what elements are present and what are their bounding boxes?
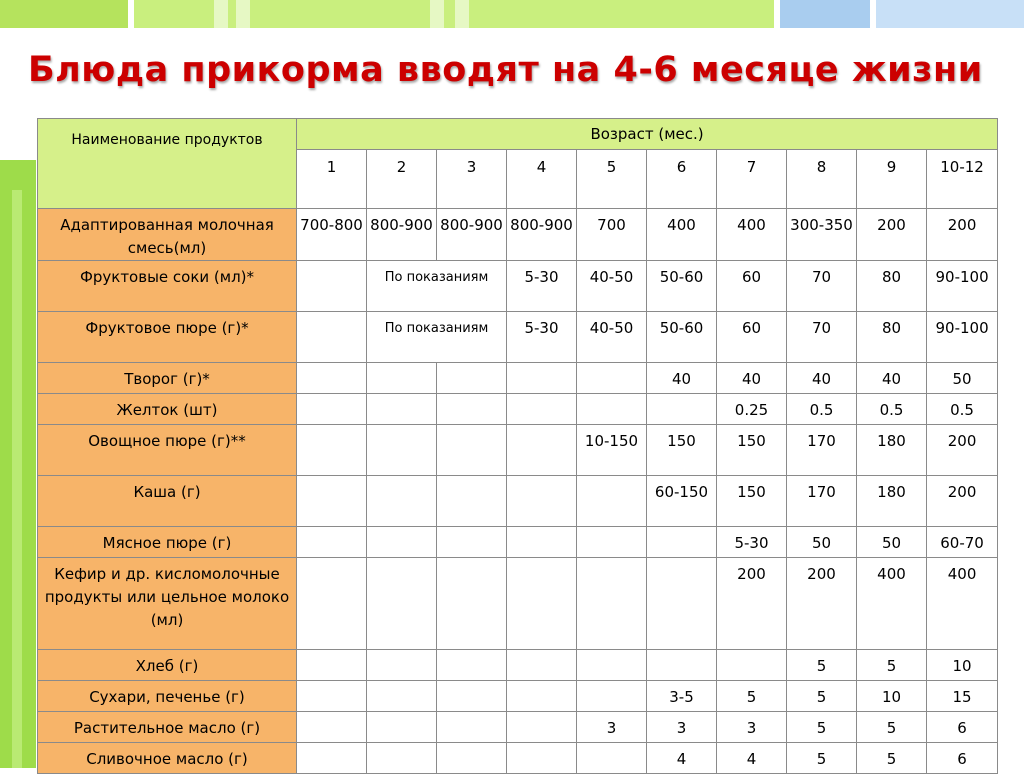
table-cell: 5 [787, 743, 857, 774]
table-cell: 50 [787, 527, 857, 558]
table-cell: 10 [927, 650, 998, 681]
table-cell: 40 [647, 363, 717, 394]
table-cell: 200 [787, 558, 857, 650]
table-cell: 200 [717, 558, 787, 650]
top-bar-green-1 [0, 0, 128, 28]
table-cell: 3-5 [647, 681, 717, 712]
table-row [38, 363, 998, 394]
table-cell: 5 [857, 743, 927, 774]
table-cell: 80 [857, 312, 927, 363]
table-cell: 180 [857, 425, 927, 476]
table-cell: 800-900 [437, 209, 507, 261]
table-cell: 60 [717, 261, 787, 312]
table-cell [367, 712, 437, 743]
table-cell: 200 [927, 476, 998, 527]
table-cell: 10 [857, 681, 927, 712]
table-cell [507, 681, 577, 712]
table-cell [577, 743, 647, 774]
table-cell [647, 394, 717, 425]
table-row [38, 209, 998, 261]
table-cell: 4 [717, 743, 787, 774]
month-header: 9 [857, 150, 927, 209]
month-header: 6 [647, 150, 717, 209]
row-label: Творог (г)* [38, 363, 297, 394]
table-cell: 6 [927, 743, 998, 774]
table-cell [717, 650, 787, 681]
table-cell: 60 [717, 312, 787, 363]
table-cell: 15 [927, 681, 998, 712]
table-cell: 150 [647, 425, 717, 476]
table-cell: 800-900 [507, 209, 577, 261]
month-header: 4 [507, 150, 577, 209]
month-header: 10-12 [927, 150, 998, 209]
top-bar-green-2 [134, 0, 774, 28]
table-cell: 70 [787, 312, 857, 363]
table-cell [297, 712, 367, 743]
table-row [38, 425, 998, 476]
table-cell: 400 [927, 558, 998, 650]
table-row [38, 712, 998, 743]
table-cell [577, 558, 647, 650]
table-cell [507, 712, 577, 743]
table-cell [297, 558, 367, 650]
row-label: Фруктовое пюре (г)* [38, 312, 297, 363]
table-row [38, 476, 998, 527]
table-cell [437, 425, 507, 476]
month-header: 5 [577, 150, 647, 209]
table-cell: 40-50 [577, 261, 647, 312]
table-cell [507, 527, 577, 558]
table-cell [297, 312, 367, 363]
table-cell: 0.5 [787, 394, 857, 425]
table-cell [647, 527, 717, 558]
month-header: 3 [437, 150, 507, 209]
row-label: Овощное пюре (г)** [38, 425, 297, 476]
slide-title: Блюда прикорма вводят на 4-6 месяце жизни [28, 50, 983, 90]
table-cell [437, 363, 507, 394]
table-cell: 40 [787, 363, 857, 394]
table-cell [437, 712, 507, 743]
table-cell: 6 [927, 712, 998, 743]
table-cell: 150 [717, 476, 787, 527]
table-row [38, 650, 998, 681]
table-cell [437, 558, 507, 650]
table-cell: 0.25 [717, 394, 787, 425]
table-cell [507, 476, 577, 527]
table-row [38, 558, 998, 650]
table-cell: 700 [577, 209, 647, 261]
row-label: Сливочное масло (г) [38, 743, 297, 774]
table-cell: 5-30 [507, 312, 577, 363]
table-cell [647, 650, 717, 681]
table-row [38, 261, 998, 312]
table-cell: 5 [857, 650, 927, 681]
table-cell [577, 476, 647, 527]
table-cell: 60-70 [927, 527, 998, 558]
table-cell: 5 [787, 712, 857, 743]
table-cell: 700-800 [297, 209, 367, 261]
table-cell [437, 476, 507, 527]
month-header: 8 [787, 150, 857, 209]
table-body [38, 209, 998, 774]
table-cell: 5 [717, 681, 787, 712]
table-cell [577, 681, 647, 712]
month-header: 7 [717, 150, 787, 209]
table-cell [437, 394, 507, 425]
table-cell: 0.5 [927, 394, 998, 425]
span-note-cell: По показаниям [367, 261, 507, 312]
table-cell [297, 743, 367, 774]
table-cell: 180 [857, 476, 927, 527]
top-bar-stripe [236, 0, 250, 28]
table-cell [297, 394, 367, 425]
table-cell [367, 681, 437, 712]
table-cell [577, 363, 647, 394]
table-cell [297, 363, 367, 394]
table-cell [367, 476, 437, 527]
table-row [38, 312, 998, 363]
row-label: Хлеб (г) [38, 650, 297, 681]
table-cell: 400 [857, 558, 927, 650]
table-cell: 0.5 [857, 394, 927, 425]
table-cell [507, 425, 577, 476]
table-cell [297, 425, 367, 476]
row-label: Кефир и др. кисломолочные продукты или цельное молоко (мл) [38, 558, 297, 650]
table-cell [437, 743, 507, 774]
table-cell [507, 363, 577, 394]
table-cell: 200 [927, 425, 998, 476]
row-label: Мясное пюре (г) [38, 527, 297, 558]
table-cell: 5-30 [507, 261, 577, 312]
table-cell: 400 [717, 209, 787, 261]
table-cell [507, 558, 577, 650]
table-cell [507, 743, 577, 774]
table-row [38, 527, 998, 558]
row-label: Сухари, печенье (г) [38, 681, 297, 712]
table-cell [437, 681, 507, 712]
table-cell: 70 [787, 261, 857, 312]
table-cell [367, 650, 437, 681]
table-cell: 5 [787, 681, 857, 712]
table-cell [367, 425, 437, 476]
table-cell: 170 [787, 476, 857, 527]
row-label: Адаптированная молочная смесь(мл) [38, 209, 297, 261]
table-cell: 50-60 [647, 312, 717, 363]
table-cell: 400 [647, 209, 717, 261]
top-bar-stripe [455, 0, 469, 28]
table-cell: 10-150 [577, 425, 647, 476]
table-cell: 200 [857, 209, 927, 261]
row-label: Желток (шт) [38, 394, 297, 425]
table-cell: 5-30 [717, 527, 787, 558]
table-cell: 90-100 [927, 312, 998, 363]
table-cell: 3 [717, 712, 787, 743]
table-cell [367, 558, 437, 650]
table-cell: 800-900 [367, 209, 437, 261]
table-cell [367, 363, 437, 394]
table-cell [647, 558, 717, 650]
table-cell [577, 394, 647, 425]
feeding-table [37, 118, 998, 774]
table-cell: 200 [927, 209, 998, 261]
table-cell: 3 [577, 712, 647, 743]
row-label: Растительное масло (г) [38, 712, 297, 743]
table-cell [367, 743, 437, 774]
table-cell: 50-60 [647, 261, 717, 312]
table-cell: 150 [717, 425, 787, 476]
table-cell: 300-350 [787, 209, 857, 261]
side-strip-light [12, 190, 22, 768]
table-cell [507, 394, 577, 425]
table-cell: 60-150 [647, 476, 717, 527]
table-cell: 5 [857, 712, 927, 743]
table-cell [367, 394, 437, 425]
table-cell: 80 [857, 261, 927, 312]
top-bar-stripe [430, 0, 444, 28]
table-cell: 4 [647, 743, 717, 774]
table-cell [437, 650, 507, 681]
table-cell [297, 261, 367, 312]
name-column-header: Наименование продуктов [38, 119, 297, 209]
table-cell: 90-100 [927, 261, 998, 312]
table-cell: 50 [857, 527, 927, 558]
table-cell [297, 681, 367, 712]
table-cell: 170 [787, 425, 857, 476]
table-cell [297, 650, 367, 681]
age-column-header: Возраст (мес.) [297, 119, 998, 150]
table-cell: 50 [927, 363, 998, 394]
top-bar-stripe [214, 0, 228, 28]
table-cell: 40 [857, 363, 927, 394]
table-cell: 40-50 [577, 312, 647, 363]
table-cell [297, 476, 367, 527]
table-row [38, 681, 998, 712]
table-cell [577, 650, 647, 681]
table-cell: 40 [717, 363, 787, 394]
row-label: Каша (г) [38, 476, 297, 527]
table-cell [507, 650, 577, 681]
table-row [38, 394, 998, 425]
table-cell [367, 527, 437, 558]
month-header: 2 [367, 150, 437, 209]
table-cell [297, 527, 367, 558]
top-bar-blue-1 [780, 0, 870, 28]
table-cell: 5 [787, 650, 857, 681]
month-header: 1 [297, 150, 367, 209]
table-cell [437, 527, 507, 558]
table-cell [577, 527, 647, 558]
table-cell: 3 [647, 712, 717, 743]
table-row [38, 743, 998, 774]
top-bar-blue-2 [876, 0, 1024, 28]
row-label: Фруктовые соки (мл)* [38, 261, 297, 312]
span-note-cell: По показаниям [367, 312, 507, 363]
